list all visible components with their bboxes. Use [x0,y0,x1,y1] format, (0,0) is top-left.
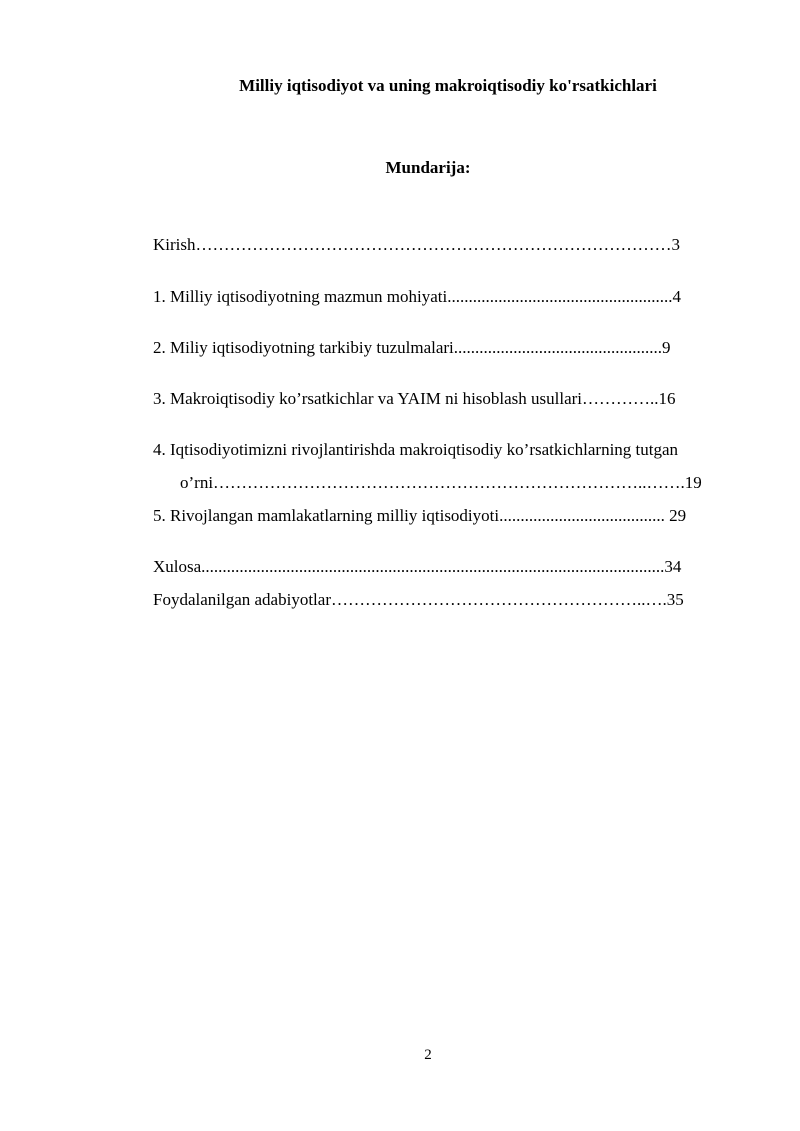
toc-entry-3: 3. Makroiqtisodiy ko’rsatkichlar va YAIM ni hisoblash usullari…………..16 [153,389,676,408]
toc-heading: Mundarija: [385,158,471,177]
toc-entry-introduction: Kirish…………………………………………………………………………3 [153,235,680,254]
toc-entry-4-continuation: o’rni…………………………………………………………………..…….19 [180,473,702,492]
document-title: Milliy iqtisodiyot va uning makroiqtisodiy ko'rsatkichlari [239,76,657,95]
toc-entry-1: 1. Milliy iqtisodiyotning mazmun mohiyati.....................................................4 [153,287,681,306]
toc-entry-5: 5. Rivojlangan mamlakatlarning milliy iqtisodiyoti....................................... 29 [153,506,687,525]
toc-entry-2: 2. Miliy iqtisodiyotning tarkibiy tuzulmalari.................................................9 [153,338,671,357]
toc-entry-conclusion: Xulosa.............................................................................................................34 [153,557,682,576]
toc-entry-4: 4. Iqtisodiyotimizni rivojlantirishda makroiqtisodiy ko’rsatkichlarning tutgan [153,440,679,459]
toc-entry-references: Foydalanilgan adabiyotlar………………………………………………..….35 [153,590,684,609]
page-number: 2 [424,1047,432,1063]
